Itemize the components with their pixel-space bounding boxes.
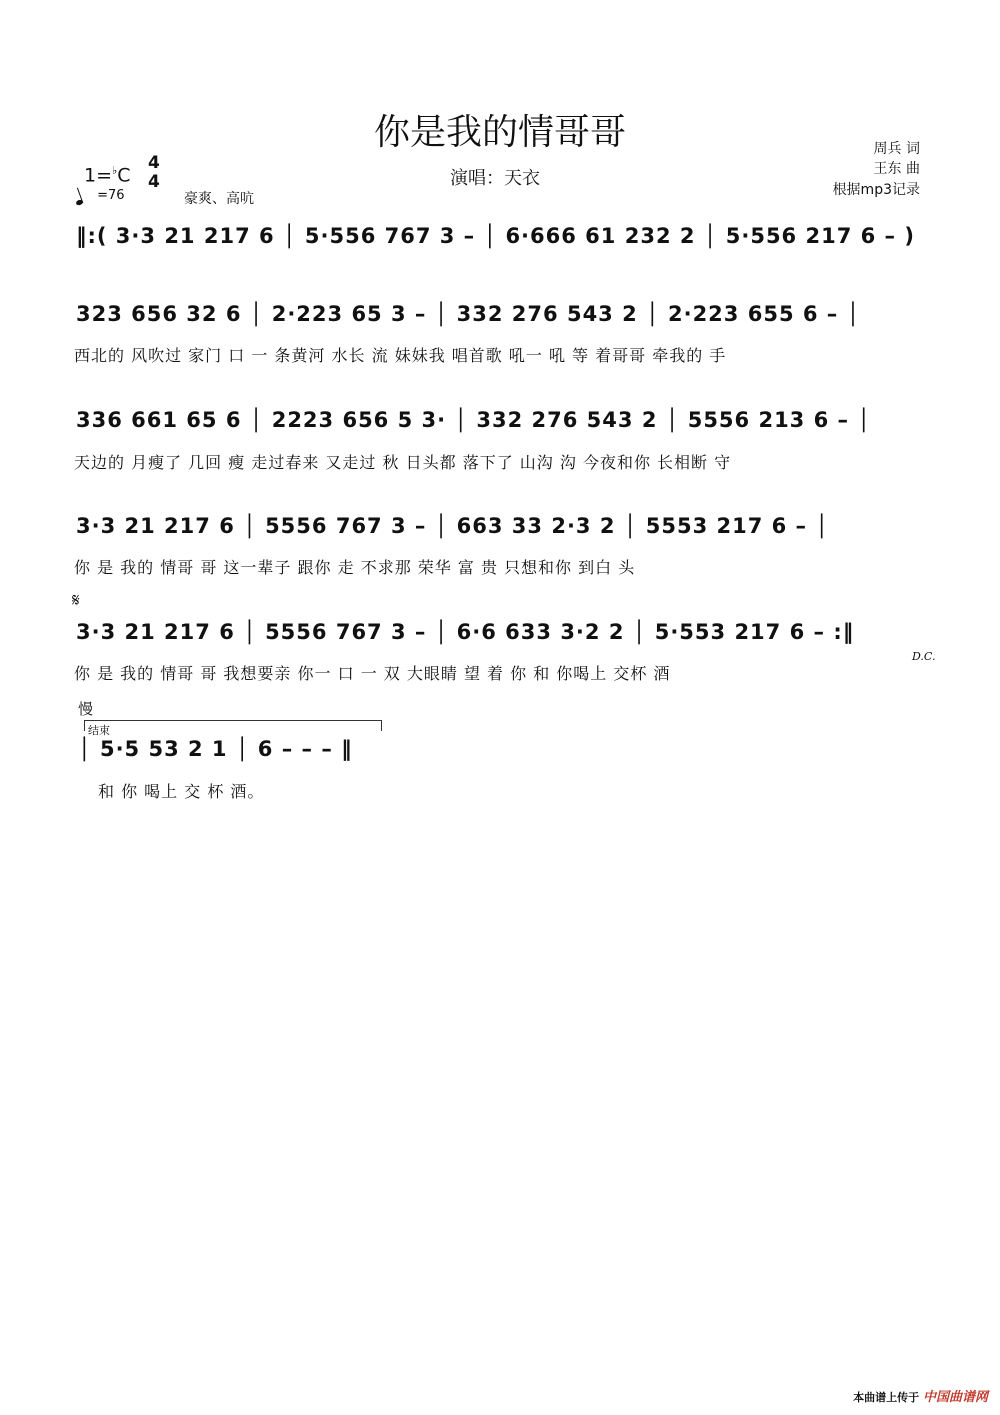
flat-sign: ♭	[112, 164, 118, 177]
slow-marking: 慢	[78, 700, 94, 718]
tempo-marking	[76, 188, 125, 203]
segno-sign: 𝄋	[72, 590, 80, 611]
music-line-2: 323 656 32 6 │ 2·223 65 3 – │ 332 276 543 2 │ 2·223 655 6 – │	[76, 302, 861, 326]
style-marking: 豪爽、高吭	[184, 191, 254, 207]
singer-credit: 演唱：天衣	[450, 168, 540, 189]
key-letter: C	[117, 164, 131, 187]
lyric-line-6: 和 你 喝上 交 杯 酒。	[98, 782, 265, 801]
page-title: 你是我的情哥哥	[373, 112, 626, 153]
dc-marking: D.C.	[912, 650, 936, 663]
tempo-value: =76	[97, 188, 125, 203]
composer-credit: 王东 曲	[873, 161, 920, 177]
source-credit: 根据mp3记录	[832, 182, 920, 198]
music-line-4: 3·3 21 217 6 │ 5556 767 3 – │ 663 33 2·3 2 │ 5553 217 6 – │	[76, 514, 830, 538]
ending-bracket	[84, 720, 382, 731]
site-logo[interactable]: 中国曲谱网	[922, 1390, 988, 1405]
music-line-1: ‖:( 3·3 21 217 6 │ 5·556 767 3 – │ 6·666 61 232 2 │ 5·556 217 6 – )	[76, 224, 915, 248]
quarter-note-icon	[75, 199, 83, 206]
footer-source	[853, 1386, 988, 1405]
key-prefix: 1=	[84, 164, 113, 187]
lyric-line-5: 你 是 我的 情哥 哥 我想要亲 你一 口 一 双 大眼睛 望 着 你 和 你喝上 交杯 酒	[74, 664, 671, 683]
time-signature-bottom: 4	[148, 172, 160, 192]
lyric-line-2: 西北的 风吹过 家门 口 一 条黄河 水长 流 妹妹我 唱首歌 吼一 吼 等 着哥哥 牵我的 手	[74, 346, 727, 365]
footer-prefix: 本曲谱上传于	[853, 1391, 920, 1404]
time-signature-top: 4	[148, 153, 160, 173]
music-line-6: │ 5·5 53 2 1 │ 6 – – – ‖	[78, 737, 353, 761]
time-signature	[148, 154, 160, 192]
lyric-line-3: 天边的 月瘦了 几回 瘦 走过春来 又走过 秋 日头都 落下了 山沟 沟 今夜和你 长相断 守	[74, 453, 732, 472]
ending-label: 结束	[88, 724, 110, 737]
music-line-3: 336 661 65 6 │ 2223 656 5 3· │ 332 276 543 2 │ 5556 213 6 – │	[76, 408, 871, 432]
key-signature	[84, 164, 131, 186]
music-line-5: 3·3 21 217 6 │ 5556 767 3 – │ 6·6 633 3·2 2 │ 5·553 217 6 – :‖	[76, 620, 855, 644]
lyric-line-4: 你 是 我的 情哥 哥 这一辈子 跟你 走 不求那 荣华 富 贵 只想和你 到白 头	[74, 558, 636, 577]
lyricist-credit: 周兵 词	[873, 141, 920, 157]
